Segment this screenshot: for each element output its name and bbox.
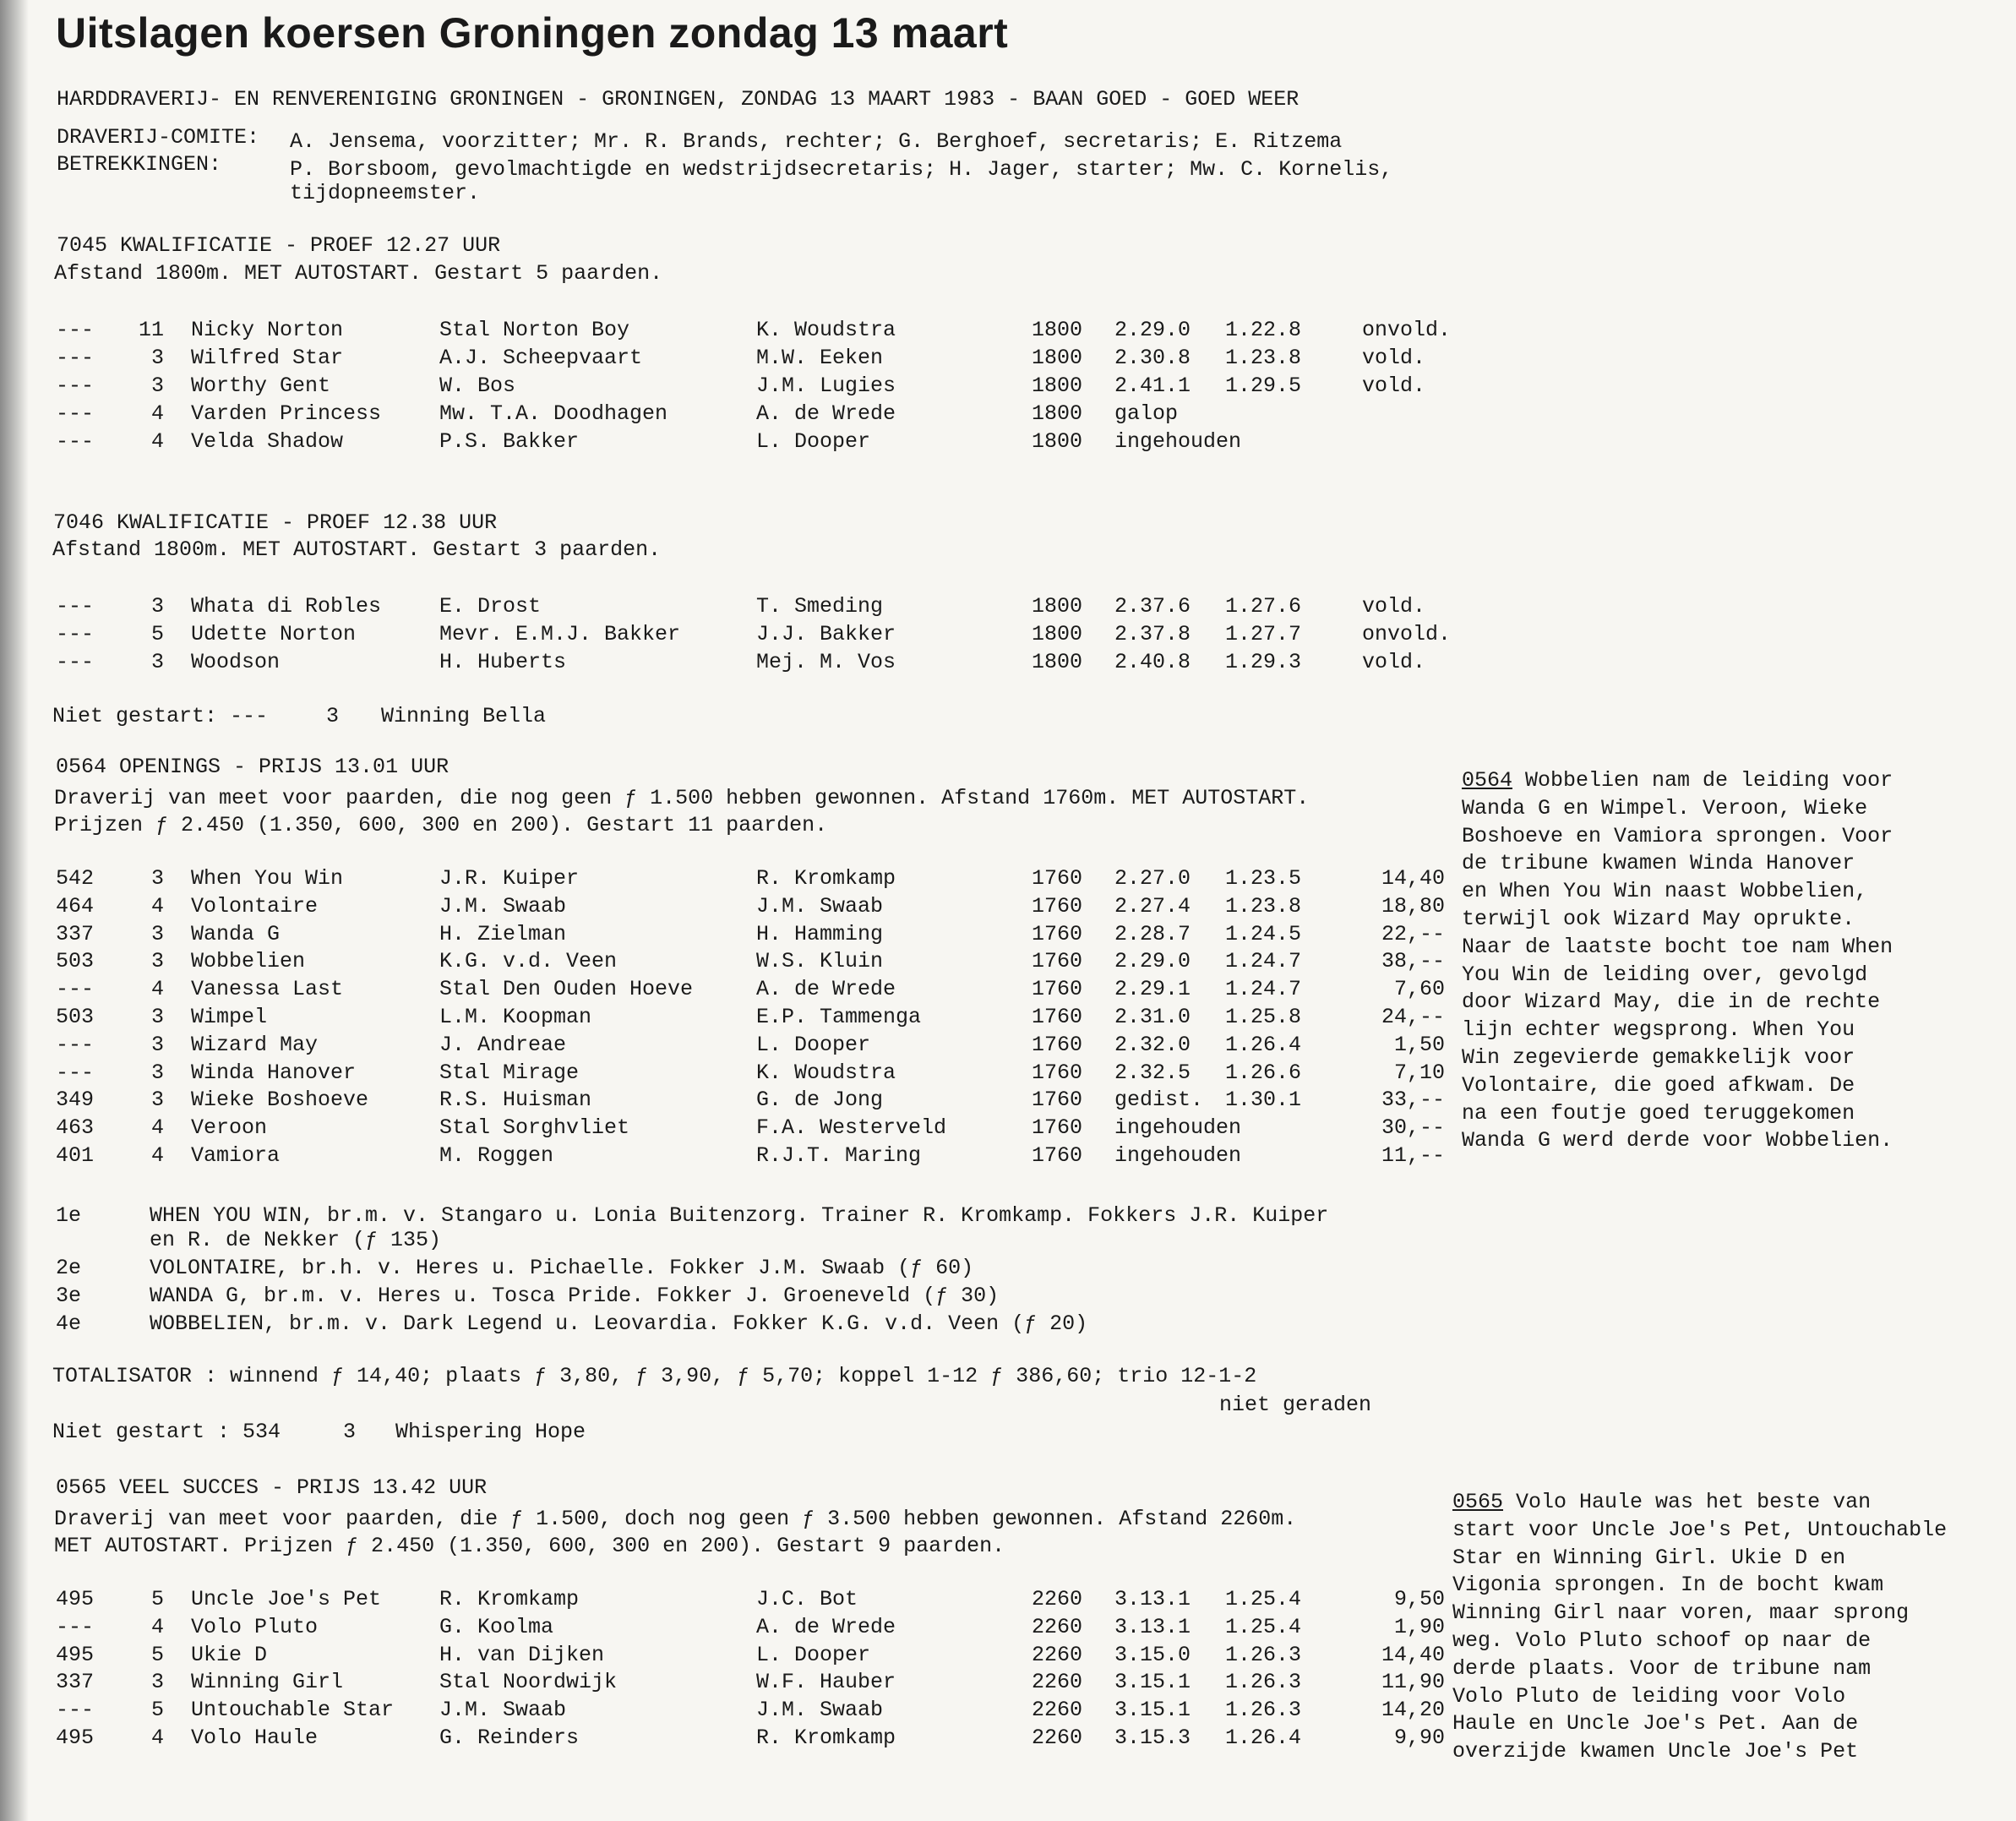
table-cell-driver: R.J.T. Maring (756, 1143, 922, 1168)
table-cell-dist: 1800 (1032, 346, 1083, 370)
table-cell-nr: --- (56, 1698, 95, 1723)
placing-text: VOLONTAIRE, br.h. v. Heres u. Pichaelle. Fokker J.M. Swaab (ƒ 60) (150, 1256, 974, 1280)
table-cell-dist: 2260 (1032, 1642, 1083, 1667)
table-cell-nr: --- (56, 650, 95, 674)
table-cell-nr: --- (56, 1032, 95, 1057)
table-cell-age: 5 (150, 1587, 164, 1611)
table-cell-extra: 14,40 (1381, 1642, 1445, 1667)
table-cell-km: 1.30.1 (1225, 1088, 1302, 1113)
table-cell-nr: 337 (56, 921, 95, 946)
table-cell-extra: vold. (1362, 650, 1426, 674)
table-cell-driver: J.M. Swaab (756, 1698, 884, 1723)
table-cell-dist: 1760 (1032, 1115, 1083, 1141)
table-cell-horse: Vamiora (191, 1143, 281, 1168)
table-cell-horse: Volontaire (191, 893, 319, 919)
table-cell-time: 3.13.1 (1114, 1587, 1191, 1611)
table-cell-driver: A. de Wrede (756, 401, 896, 426)
table-cell-time: 2.31.0 (1114, 1005, 1191, 1029)
table-cell-nr: --- (56, 346, 95, 370)
race-0564-niet-gestart-label: Niet gestart : 534 (52, 1420, 281, 1444)
table-cell-nr: 337 (56, 1670, 95, 1695)
table-cell-km: 1.29.5 (1225, 373, 1302, 398)
table-cell-driver: E.P. Tammenga (756, 1005, 922, 1029)
table-cell-km: 1.24.5 (1225, 921, 1302, 946)
table-cell-horse: Veroon (191, 1115, 268, 1141)
table-cell-driver: W.S. Kluin (756, 949, 884, 974)
table-cell-age: 3 (150, 1670, 164, 1695)
table-cell-horse: Winda Hanover (191, 1060, 357, 1085)
table-cell-dist: 1760 (1032, 893, 1083, 919)
table-cell-owner: A.J. Scheepvaart (439, 346, 643, 370)
table-cell-km: 1.26.6 (1225, 1060, 1302, 1085)
race-0564-commentary (1462, 767, 1960, 1155)
table-cell-owner: Mw. T.A. Doodhagen (439, 401, 668, 426)
table-cell-extra: 9,90 (1393, 1726, 1445, 1750)
table-cell-horse: When You Win (191, 866, 344, 891)
table-cell-time: 3.15.3 (1114, 1726, 1191, 1750)
table-cell-dist: 1800 (1032, 401, 1083, 426)
table-cell-km: 1.29.3 (1225, 650, 1302, 674)
table-cell-time: 2.37.6 (1114, 594, 1191, 619)
table-cell-time: 2.32.5 (1114, 1060, 1191, 1085)
table-cell-owner: H. Zielman (439, 921, 567, 946)
table-cell-horse: Untouchable Star (191, 1698, 395, 1723)
table-cell-nr: 542 (56, 866, 95, 891)
table-cell-age: 3 (150, 373, 164, 398)
table-cell-time: 2.29.0 (1114, 949, 1191, 974)
table-cell-dist: 1760 (1032, 977, 1083, 1002)
table-cell-owner: J.R. Kuiper (439, 866, 580, 891)
race-0564-desc-1: Draverij van meet voor paarden, die nog geen ƒ 1.500 hebben gewonnen. Afstand 1760m. MET AUTOSTART. (54, 786, 1310, 810)
table-cell-nr: --- (56, 429, 95, 454)
table-cell-nr: 463 (56, 1115, 95, 1141)
race-7045-desc: Afstand 1800m. MET AUTOSTART. Gestart 5 paarden. (54, 261, 663, 286)
table-cell-time: 2.29.0 (1114, 318, 1191, 342)
table-cell-age: 4 (150, 1115, 164, 1141)
table-cell-extra: vold. (1362, 346, 1426, 370)
table-cell-dist: 1800 (1032, 373, 1083, 398)
table-cell-horse: Wimpel (191, 1005, 268, 1029)
table-cell-owner: E. Drost (439, 594, 542, 619)
table-cell-nr: --- (56, 318, 95, 342)
table-cell-nr: 495 (56, 1587, 95, 1611)
table-cell-owner: M. Roggen (439, 1143, 554, 1168)
table-cell-km: 1.22.8 (1225, 318, 1302, 342)
table-cell-owner: R.S. Huisman (439, 1088, 592, 1113)
table-cell-extra: onvold. (1362, 622, 1452, 646)
table-cell-driver: L. Dooper (756, 429, 871, 454)
table-cell-nr: --- (56, 373, 95, 398)
table-cell-horse: Winning Girl (191, 1670, 344, 1695)
race-7046-niet-gestart-label: Niet gestart: --- (52, 704, 269, 728)
table-cell-nr: 401 (56, 1143, 95, 1168)
table-cell-owner: J.M. Swaab (439, 893, 567, 919)
table-cell-owner: J. Andreae (439, 1032, 567, 1057)
table-cell-owner: Mevr. E.M.J. Bakker (439, 622, 681, 646)
table-cell-km: 1.23.8 (1225, 893, 1302, 919)
placing-position: 3e (56, 1284, 82, 1308)
table-cell-km: 1.25.4 (1225, 1587, 1302, 1611)
table-cell-horse: Nicky Norton (191, 318, 344, 342)
comite-text: A. Jensema, voorzitter; Mr. R. Brands, rechter; G. Berghoef, secretaris; E. Ritzema (290, 129, 1343, 154)
table-cell-extra: 30,-- (1381, 1115, 1445, 1141)
race-0564-commentary-id: 0564 (1462, 768, 1513, 793)
table-cell-age: 3 (150, 1088, 164, 1113)
table-cell-horse: Worthy Gent (191, 373, 331, 398)
table-cell-driver: A. de Wrede (756, 1614, 896, 1639)
table-cell-driver: G. de Jong (756, 1088, 884, 1113)
placing-position: 1e (56, 1203, 82, 1228)
placing-text: WHEN YOU WIN, br.m. v. Stangaro u. Lonia Buitenzorg. Trainer R. Kromkamp. Fokkers J.R. Kuiper (150, 1203, 1329, 1228)
table-cell-extra: onvold. (1362, 318, 1452, 342)
table-cell-km: 1.24.7 (1225, 949, 1302, 974)
table-cell-age: 4 (150, 429, 164, 454)
table-cell-nr: --- (56, 1060, 95, 1085)
table-cell-extra: 18,80 (1381, 893, 1445, 919)
betrekkingen-label: BETREKKINGEN: (57, 152, 222, 177)
table-cell-age: 3 (150, 1005, 164, 1029)
race-7046-desc: Afstand 1800m. MET AUTOSTART. Gestart 3 paarden. (52, 537, 662, 562)
table-cell-time: 2.29.1 (1114, 977, 1191, 1002)
table-cell-time: 3.15.1 (1114, 1698, 1191, 1723)
table-cell-horse: Udette Norton (191, 622, 357, 646)
table-cell-extra: 14,20 (1381, 1698, 1445, 1723)
table-cell-driver: R. Kromkamp (756, 866, 896, 891)
table-cell-time: 2.27.4 (1114, 893, 1191, 919)
table-cell-extra: 38,-- (1381, 949, 1445, 974)
table-cell-horse: Woodson (191, 650, 281, 674)
table-cell-time: 2.40.8 (1114, 650, 1191, 674)
table-cell-time: gedist. (1114, 1088, 1204, 1113)
table-cell-dist: 1760 (1032, 1143, 1083, 1168)
race-7046-niet-gestart-name: Winning Bella (381, 704, 547, 728)
table-cell-owner: P.S. Bakker (439, 429, 580, 454)
table-cell-extra: 22,-- (1381, 921, 1445, 946)
table-cell-owner: H. van Dijken (439, 1642, 605, 1667)
table-cell-age: 3 (150, 1060, 164, 1085)
table-cell-dist: 1760 (1032, 1005, 1083, 1029)
table-cell-extra: 1,90 (1393, 1614, 1445, 1639)
table-cell-age: 4 (150, 1726, 164, 1750)
table-cell-extra: 24,-- (1381, 1005, 1445, 1029)
table-cell-owner: Stal Den Ouden Hoeve (439, 977, 694, 1002)
table-cell-age: 3 (150, 594, 164, 619)
table-cell-nr: 464 (56, 893, 95, 919)
table-cell-extra: vold. (1362, 594, 1426, 619)
table-cell-owner: G. Koolma (439, 1614, 554, 1639)
table-cell-horse: Vanessa Last (191, 977, 344, 1002)
table-cell-nr: --- (56, 401, 95, 426)
table-cell-age: 3 (150, 1032, 164, 1057)
race-0565-commentary-text: Volo Haule was het beste van start voor Uncle Joe's Pet, Untouchable Star en Winning Girl. Ukie D en Vigonia sprongen. In de bocht kwam Winning Girl naar voren, maar sprong weg. Volo Pluto schoof op naar de derde plaats. Voor de tribune nam Volo Pluto de leiding voor Volo Haule en Uncle Joe's Pet. Aan de overzijde kwamen Uncle Joe's Pet (1452, 1490, 1948, 1764)
table-cell-km: 1.23.8 (1225, 346, 1302, 370)
table-cell-owner: J.M. Swaab (439, 1698, 567, 1723)
table-cell-extra: 1,50 (1393, 1032, 1445, 1057)
table-cell-dist: 2260 (1032, 1614, 1083, 1639)
table-cell-time: 2.41.1 (1114, 373, 1191, 398)
table-cell-horse: Velda Shadow (191, 429, 344, 454)
table-cell-dist: 2260 (1032, 1587, 1083, 1611)
table-cell-dist: 2260 (1032, 1698, 1083, 1723)
race-0565-desc-1: Draverij van meet voor paarden, die ƒ 1.500, doch nog geen ƒ 3.500 hebben gewonnen. Afstand 2260m. (54, 1507, 1297, 1531)
table-cell-km: 1.26.4 (1225, 1032, 1302, 1057)
table-cell-driver: K. Woudstra (756, 318, 896, 342)
table-cell-horse: Volo Pluto (191, 1614, 319, 1639)
table-cell-age: 11 (138, 318, 164, 342)
table-cell-horse: Wizard May (191, 1032, 319, 1057)
table-cell-owner: H. Huberts (439, 650, 567, 674)
table-cell-time: 2.32.0 (1114, 1032, 1191, 1057)
table-cell-horse: Whata di Robles (191, 594, 382, 619)
race-0565-desc-2: MET AUTOSTART. Prijzen ƒ 2.450 (1.350, 600, 300 en 200). Gestart 9 paarden. (54, 1534, 1005, 1558)
table-cell-driver: A. de Wrede (756, 977, 896, 1002)
table-cell-age: 3 (150, 650, 164, 674)
table-cell-extra: 33,-- (1381, 1088, 1445, 1113)
race-0565-commentary (1452, 1489, 1993, 1766)
race-0564-title: 0564 OPENINGS - PRIJS 13.01 UUR (56, 755, 450, 779)
table-cell-horse: Wilfred Star (191, 346, 344, 370)
table-cell-age: 3 (150, 921, 164, 946)
table-cell-nr: 503 (56, 1005, 95, 1029)
placing-text: WOBBELIEN, br.m. v. Dark Legend u. Leovardia. Fokker K.G. v.d. Veen (ƒ 20) (150, 1311, 1088, 1336)
table-cell-km: 1.27.7 (1225, 622, 1302, 646)
table-cell-age: 5 (150, 1642, 164, 1667)
table-cell-horse: Ukie D (191, 1642, 268, 1667)
betrekkingen-text-cont: tijdopneemster. (290, 181, 481, 205)
table-cell-extra: vold. (1362, 373, 1426, 398)
table-cell-time: 2.27.0 (1114, 866, 1191, 891)
table-cell-driver: J.J. Bakker (756, 622, 896, 646)
table-cell-horse: Wanda G (191, 921, 281, 946)
table-cell-owner: K.G. v.d. Veen (439, 949, 618, 974)
totalisator-cont: niet geraden (1219, 1393, 1372, 1417)
table-cell-nr: --- (56, 622, 95, 646)
table-cell-dist: 2260 (1032, 1726, 1083, 1750)
table-cell-age: 4 (150, 1143, 164, 1168)
table-cell-extra: 9,50 (1393, 1587, 1445, 1611)
table-cell-km: 1.25.8 (1225, 1005, 1302, 1029)
table-cell-horse: Volo Haule (191, 1726, 319, 1750)
table-cell-dist: 1800 (1032, 594, 1083, 619)
table-cell-age: 5 (150, 1698, 164, 1723)
totalisator: TOTALISATOR : winnend ƒ 14,40; plaats ƒ 3,80, ƒ 3,90, ƒ 5,70; koppel 1-12 ƒ 386,60; trio 12-1-2 (52, 1364, 1257, 1388)
table-cell-time: ingehouden (1114, 429, 1242, 454)
table-cell-owner: R. Kromkamp (439, 1587, 580, 1611)
table-cell-age: 4 (150, 977, 164, 1002)
table-cell-horse: Uncle Joe's Pet (191, 1587, 382, 1611)
table-cell-owner: Stal Mirage (439, 1060, 580, 1085)
table-cell-owner: W. Bos (439, 373, 516, 398)
table-cell-nr: 349 (56, 1088, 95, 1113)
table-cell-km: 1.23.5 (1225, 866, 1302, 891)
table-cell-horse: Wieke Boshoeve (191, 1088, 369, 1113)
race-0565-commentary-id: 0565 (1452, 1490, 1504, 1514)
table-cell-nr: 503 (56, 949, 95, 974)
table-cell-time: 2.37.8 (1114, 622, 1191, 646)
table-cell-age: 4 (150, 893, 164, 919)
table-cell-dist: 1800 (1032, 429, 1083, 454)
table-cell-km: 1.26.3 (1225, 1670, 1302, 1695)
table-cell-owner: Stal Noordwijk (439, 1670, 618, 1695)
table-cell-dist: 1760 (1032, 866, 1083, 891)
table-cell-horse: Varden Princess (191, 401, 382, 426)
table-cell-km: 1.26.4 (1225, 1726, 1302, 1750)
betrekkingen-text: P. Borsboom, gevolmachtigde en wedstrijdsecretaris; H. Jager, starter; Mw. C. Kornelis, (290, 157, 1393, 182)
table-cell-dist: 1760 (1032, 1088, 1083, 1113)
table-cell-dist: 1760 (1032, 1060, 1083, 1085)
table-cell-time: 2.30.8 (1114, 346, 1191, 370)
table-cell-time: 3.15.0 (1114, 1642, 1191, 1667)
table-cell-owner: Stal Sorghvliet (439, 1115, 630, 1141)
table-cell-driver: M.W. Eeken (756, 346, 884, 370)
table-cell-extra: 7,10 (1393, 1060, 1445, 1085)
table-cell-nr: --- (56, 594, 95, 619)
table-cell-time: 2.28.7 (1114, 921, 1191, 946)
table-cell-km: 1.24.7 (1225, 977, 1302, 1002)
table-cell-owner: Stal Norton Boy (439, 318, 630, 342)
table-cell-driver: T. Smeding (756, 594, 884, 619)
race-0565-title: 0565 VEEL SUCCES - PRIJS 13.42 UUR (56, 1475, 488, 1500)
table-cell-time: 3.13.1 (1114, 1614, 1191, 1639)
table-cell-km: 1.27.6 (1225, 594, 1302, 619)
table-cell-km: 1.26.3 (1225, 1698, 1302, 1723)
table-cell-age: 3 (150, 866, 164, 891)
placing-text-cont: en R. de Nekker (ƒ 135) (150, 1228, 442, 1252)
table-cell-owner: L.M. Koopman (439, 1005, 592, 1029)
table-cell-age: 4 (150, 1614, 164, 1639)
table-cell-driver: F.A. Westerveld (756, 1115, 947, 1141)
table-cell-nr: 495 (56, 1726, 95, 1750)
scan-edge-shadow (0, 0, 29, 1821)
table-cell-nr: 495 (56, 1642, 95, 1667)
table-cell-dist: 1760 (1032, 949, 1083, 974)
table-cell-km: 1.25.4 (1225, 1614, 1302, 1639)
race-7045-title: 7045 KWALIFICATIE - PROEF 12.27 UUR (57, 233, 501, 258)
table-cell-dist: 2260 (1032, 1670, 1083, 1695)
race-7046-title: 7046 KWALIFICATIE - PROEF 12.38 UUR (53, 510, 498, 535)
race-0564-desc-2: Prijzen ƒ 2.450 (1.350, 600, 300 en 200). Gestart 11 paarden. (54, 813, 828, 837)
table-cell-dist: 1760 (1032, 921, 1083, 946)
table-cell-time: galop (1114, 401, 1179, 426)
table-cell-extra: 7,60 (1393, 977, 1445, 1002)
page-title: Uitslagen koersen Groningen zondag 13 maart (56, 9, 1009, 57)
table-cell-owner: G. Reinders (439, 1726, 580, 1750)
table-cell-driver: R. Kromkamp (756, 1726, 896, 1750)
table-cell-extra: 11,-- (1381, 1143, 1445, 1168)
race-0564-niet-gestart-name: Whispering Hope (395, 1420, 586, 1444)
placing-position: 4e (56, 1311, 82, 1336)
placing-position: 2e (56, 1256, 82, 1280)
table-cell-extra: 11,90 (1381, 1670, 1445, 1695)
table-cell-driver: W.F. Hauber (756, 1670, 896, 1695)
table-cell-age: 5 (150, 622, 164, 646)
table-cell-age: 3 (150, 346, 164, 370)
race-7046-niet-gestart-age: 3 (326, 704, 340, 728)
meeting-header: HARDDRAVERIJ- EN RENVERENIGING GRONINGEN - GRONINGEN, ZONDAG 13 MAART 1983 - BAAN GOED - GOED WEER (57, 87, 1300, 112)
placing-text: WANDA G, br.m. v. Heres u. Tosca Pride. Fokker J. Groeneveld (ƒ 30) (150, 1284, 1000, 1308)
table-cell-nr: --- (56, 977, 95, 1002)
table-cell-driver: Mej. M. Vos (756, 650, 896, 674)
table-cell-dist: 1800 (1032, 318, 1083, 342)
table-cell-time: 3.15.1 (1114, 1670, 1191, 1695)
table-cell-driver: L. Dooper (756, 1032, 871, 1057)
table-cell-dist: 1800 (1032, 650, 1083, 674)
table-cell-driver: J.M. Swaab (756, 893, 884, 919)
table-cell-driver: L. Dooper (756, 1642, 871, 1667)
table-cell-driver: H. Hamming (756, 921, 884, 946)
table-cell-time: ingehouden (1114, 1115, 1242, 1141)
table-cell-driver: J.C. Bot (756, 1587, 858, 1611)
table-cell-nr: --- (56, 1614, 95, 1639)
table-cell-horse: Wobbelien (191, 949, 306, 974)
table-cell-age: 4 (150, 401, 164, 426)
table-cell-driver: J.M. Lugies (756, 373, 896, 398)
table-cell-dist: 1760 (1032, 1032, 1083, 1057)
table-cell-km: 1.26.3 (1225, 1642, 1302, 1667)
table-cell-age: 3 (150, 949, 164, 974)
comite-label: DRAVERIJ-COMITE: (57, 125, 260, 150)
table-cell-time: ingehouden (1114, 1143, 1242, 1168)
race-0564-commentary-text: Wobbelien nam de leiding voor Wanda G en Wimpel. Veroon, Wieke Boshoeve en Vamiora sprongen. Voor de tribune kwamen Winda Hanover en When You Win naast Wobbelien, terwijl ook Wizard May oprukte. Naar de laatste bocht toe nam When You Win de leiding over, gevolgd door Wizard May, die in de rechte lijn echter wegsprong. When You Win zegevierde gemakkelijk voor Volontaire, die goed afkwam. De na een foutje goed teruggekomen Wanda G werd derde voor Wobbelien. (1462, 768, 1893, 1153)
table-cell-driver: K. Woudstra (756, 1060, 896, 1085)
race-0564-niet-gestart-age: 3 (343, 1420, 357, 1444)
table-cell-extra: 14,40 (1381, 866, 1445, 891)
table-cell-dist: 1800 (1032, 622, 1083, 646)
